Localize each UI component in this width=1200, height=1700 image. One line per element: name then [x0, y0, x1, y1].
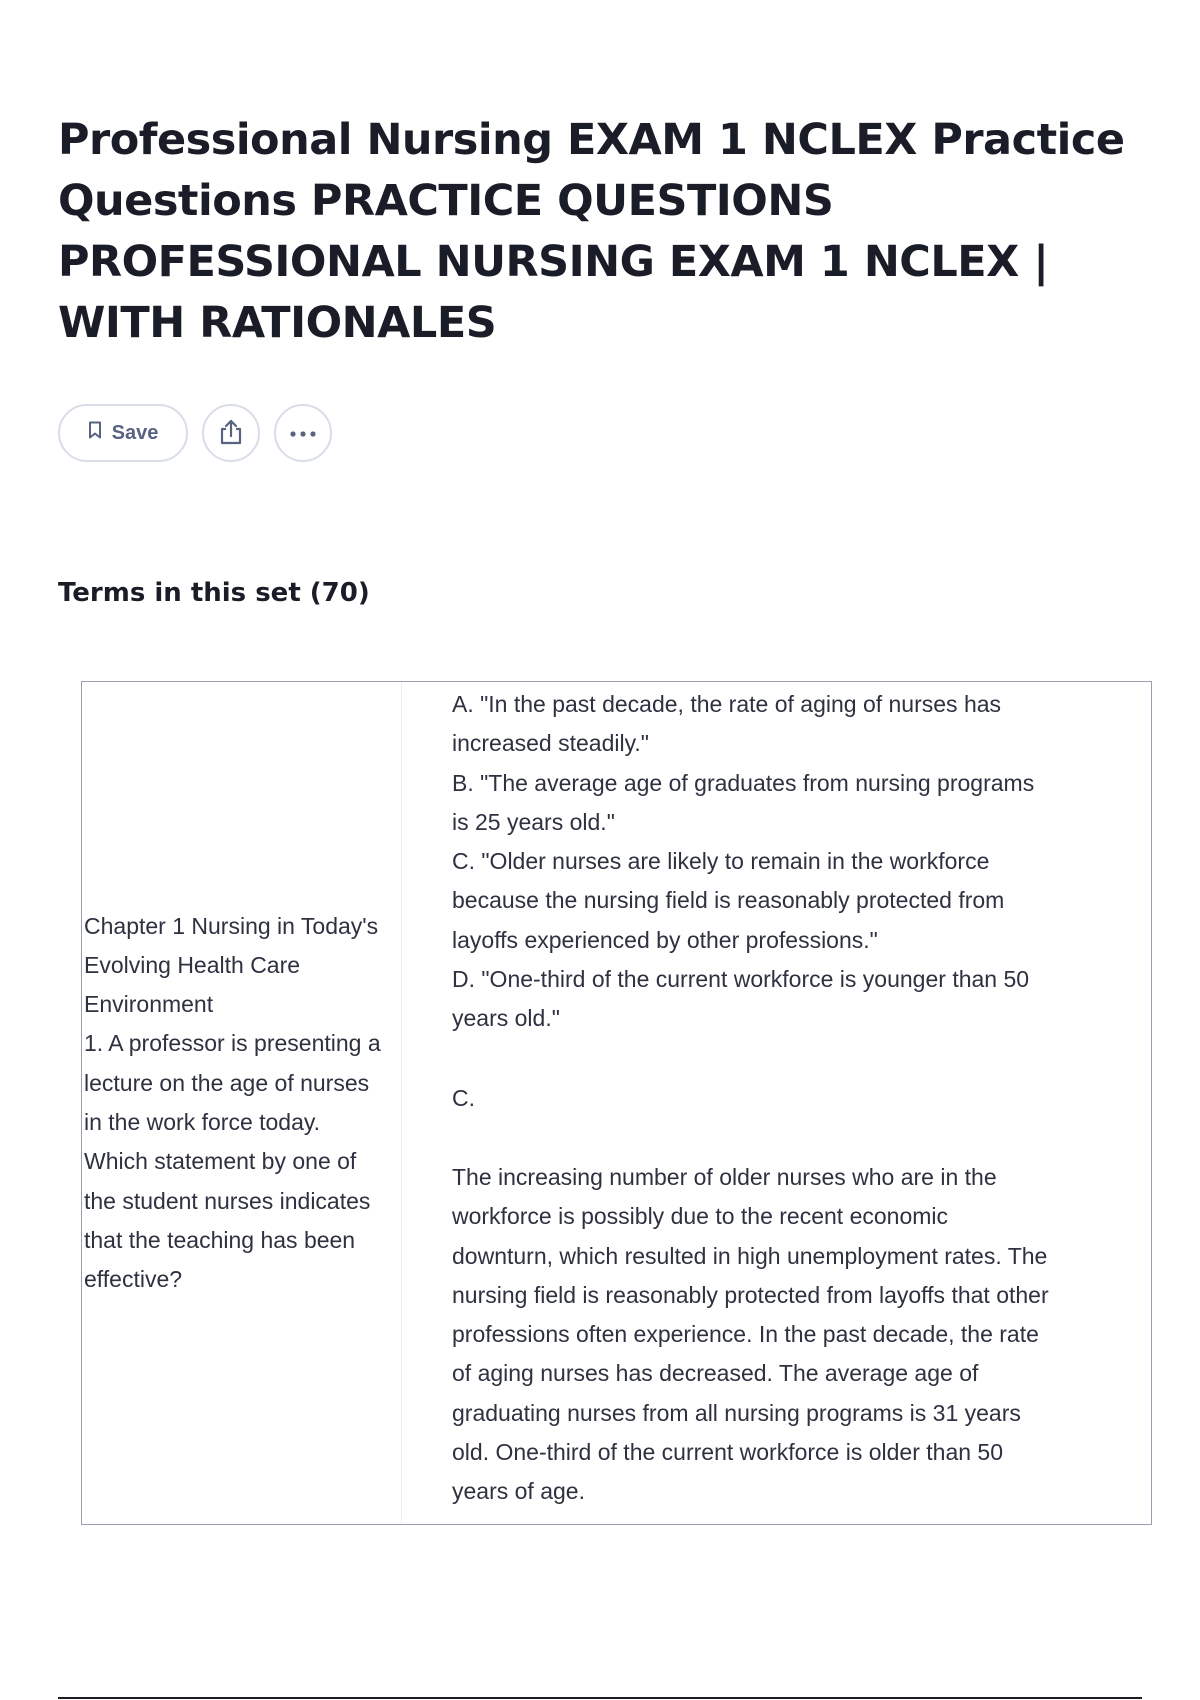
divider — [58, 1697, 1142, 1699]
answer-options: A. "In the past decade, the rate of aging of nurses has increased steadily." B. "The average age of graduates from nursing programs is 25 years old." C. "Older nurses are likely to remain in the workforce because the nursing field is reasonably protected from layoffs experienced by other professions." D. "One-third of the current workforce is younger than 50 years old." — [452, 691, 1035, 1032]
action-bar — [58, 403, 332, 463]
definition-cell — [402, 682, 1151, 1524]
bookmark-icon — [88, 421, 102, 445]
share-icon — [218, 418, 244, 449]
page-title: Professional Nursing EXAM 1 NCLEX Practice Questions PRACTICE QUESTIONS PROFESSIONAL NURSING EXAM 1 NCLEX | WITH RATIONALES — [58, 115, 1125, 348]
rationale-text: The increasing number of older nurses who are in the workforce is possibly due to the recent economic downturn, which resulted in high unemployment rates. The nursing field is reasonably protected from layoffs that other professions often experience. In the past decade, the rate of aging nurses has decreased. The average age of graduating nurses from all nursing programs is 31 years old. One-third of the current workforce is older than 50 years of age. — [452, 1164, 1056, 1505]
correct-answer: C. — [452, 1085, 475, 1111]
more-icon — [289, 426, 317, 441]
more-options-button[interactable] — [274, 404, 332, 462]
terms-count-heading: Terms in this set (70) — [58, 578, 370, 608]
save-label: Save — [111, 421, 159, 444]
share-button[interactable] — [202, 404, 260, 462]
save-button[interactable] — [58, 404, 188, 462]
term-cell — [82, 682, 402, 1524]
term-text: Chapter 1 Nursing in Today's Evolving Health Care Environment 1. A professor is presenting a lecture on the age of nurses in the work force today. Which statement by one of the student nurses indicates that the teaching has been effective? — [84, 912, 381, 1293]
flashcard-row — [81, 681, 1152, 1525]
